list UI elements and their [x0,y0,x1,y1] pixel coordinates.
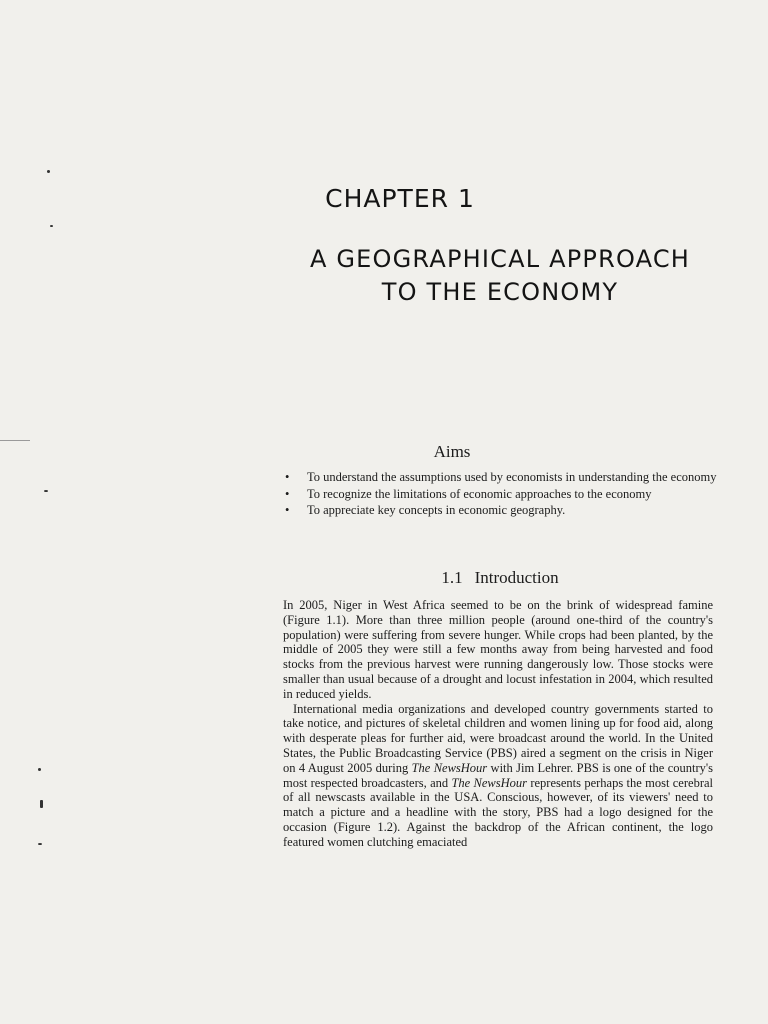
chapter-title-line-2: TO THE ECONOMY [381,278,619,306]
aims-heading: Aims [433,442,471,461]
scan-speck [44,490,48,492]
paragraph: In 2005, Niger in West Africa seemed to be on the brink of widespread famine (Figure 1.1). More than three million people (around one-third of the country's population) were suffering from severe hunger. While crops had been planted, by the middle of 2005 they were still a few months away from being harvested and food stocks from the previous harvest were running dangerously low. Those stocks were smaller than usual because of a drought and locust infestation in 2004, which resulted in reduced yields. [283,598,713,701]
section-title: Introduction [474,568,559,587]
paragraph-text: with Jim Lehrer. PBS is one of the country's most respected broadcasters, and [283,760,714,790]
paragraph-text: represents perhaps the most cerebral of all newscasts available in the USA. Conscious, however, of its viewers' need to match a picture and a headline with the story, PBS had a logo designed for the occasion (Figure 1.2). Against the backdrop of the African continent, the logo featured women clutching emaciated [283,775,713,849]
body-text [283,598,713,850]
scan-artifact-line [0,440,30,441]
section-heading [360,568,640,588]
program-title: The NewsHour [451,775,528,790]
scan-speck [47,170,50,173]
bullet-icon: • [285,486,290,501]
aim-text: To appreciate key concepts in economic geography. [307,503,566,517]
aims-list-item [285,487,725,502]
program-title: The NewsHour [411,760,488,775]
section-number: 1.1 [441,568,463,587]
aim-text: To understand the assumptions used by economists in understanding the economy [307,470,717,484]
bullet-icon: • [285,503,290,517]
aims-list-item [285,470,725,485]
aims-list [285,470,725,520]
chapter-number: CHAPTER 1 [325,184,475,213]
scan-speck [38,768,41,771]
chapter-title-line-1: A GEOGRAPHICAL APPROACH [309,245,691,273]
paragraph [283,702,713,850]
paragraph-text: International media organizations and developed country governments started to take notice, and pictures of skeletal children and women lining up for food aid, along with desperate pleas for further aid, were broadcast around the world. In the United States, the Public Broadcasting Service (PBS) aired a segment on the crisis in Niger on 4 August 2005 during [283,701,713,775]
scan-speck [40,800,43,808]
scan-speck [50,225,53,227]
aim-text: To recognize the limitations of economic approaches to the economy [307,486,652,501]
bullet-icon: • [285,470,290,484]
scan-speck [38,843,42,845]
chapter-title [290,243,710,309]
aims-list-item [285,503,725,518]
